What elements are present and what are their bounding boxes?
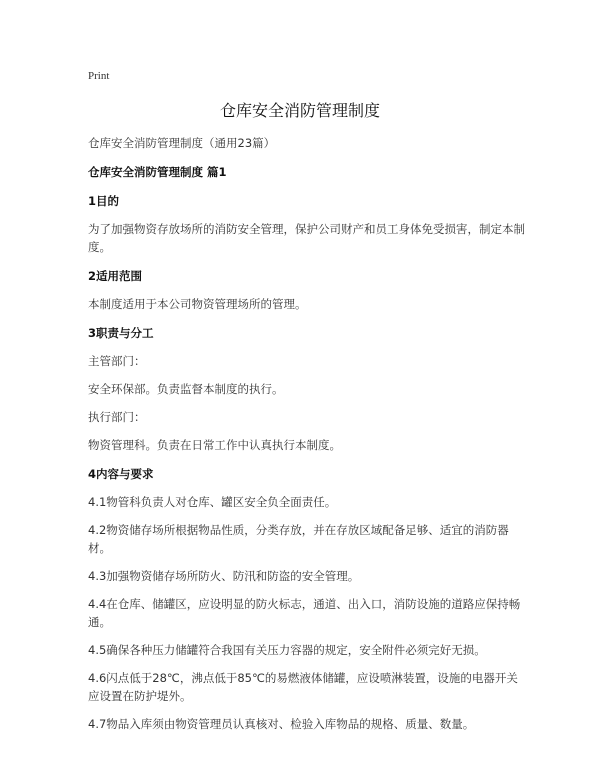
section-heading-purpose: 1目的 [88, 194, 120, 208]
document-body [88, 134, 528, 733]
list-item: 4.2物资储存场所根据物品性质，分类存放，并在存放区域配备足够、适宜的消防器材。 [88, 523, 509, 555]
list-item: 4.4在仓库、储罐区，应设明显的防火标志，通道、出入口，消防设施的道路应保持畅通。 [88, 597, 521, 629]
section-text-purpose: 为了加强物资存放场所的消防安全管理，保护公司财产和员工身体免受损害，制定本制度。 [88, 222, 525, 254]
print-label[interactable]: Print [88, 70, 110, 82]
section-heading-scope: 2适用范围 [88, 269, 143, 283]
section-heading-responsibilities: 3职责与分工 [88, 326, 154, 340]
list-item: 4.3加强物资储存场所防火、防汛和防盗的安全管理。 [88, 569, 360, 583]
list-item: 4.1物管科负责人对仓库、罐区安全负全面责任。 [88, 495, 337, 509]
list-item: 4.7物品入库须由物资管理员认真核对、检验入库物品的规格、质量、数量。 [88, 717, 475, 731]
section-heading-requirements: 4内容与要求 [88, 467, 154, 481]
dept1-label: 主管部门： [88, 354, 146, 368]
section-text-scope: 本制度适用于本公司物资管理场所的管理。 [88, 297, 307, 311]
list-item: 4.5确保各种压力储罐符合我国有关压力容器的规定，安全附件必须完好无损。 [88, 643, 486, 657]
list-item: 4.6闪点低于28℃，沸点低于85℃的易燃液体储罐，应设喷淋装置，设施的电器开关应设置在防护堤外。 [88, 671, 518, 703]
dept2-label: 执行部门： [88, 410, 146, 424]
page-title: 仓库安全消防管理制度 [219, 101, 380, 120]
dept1-text: 安全环保部。负责监督本制度的执行。 [88, 382, 284, 396]
document-subtitle: 仓库安全消防管理制度（通用23篇） [88, 136, 276, 150]
section-title: 仓库安全消防管理制度 篇1 [88, 165, 227, 179]
dept2-text: 物资管理科。负责在日常工作中认真执行本制度。 [88, 438, 341, 452]
